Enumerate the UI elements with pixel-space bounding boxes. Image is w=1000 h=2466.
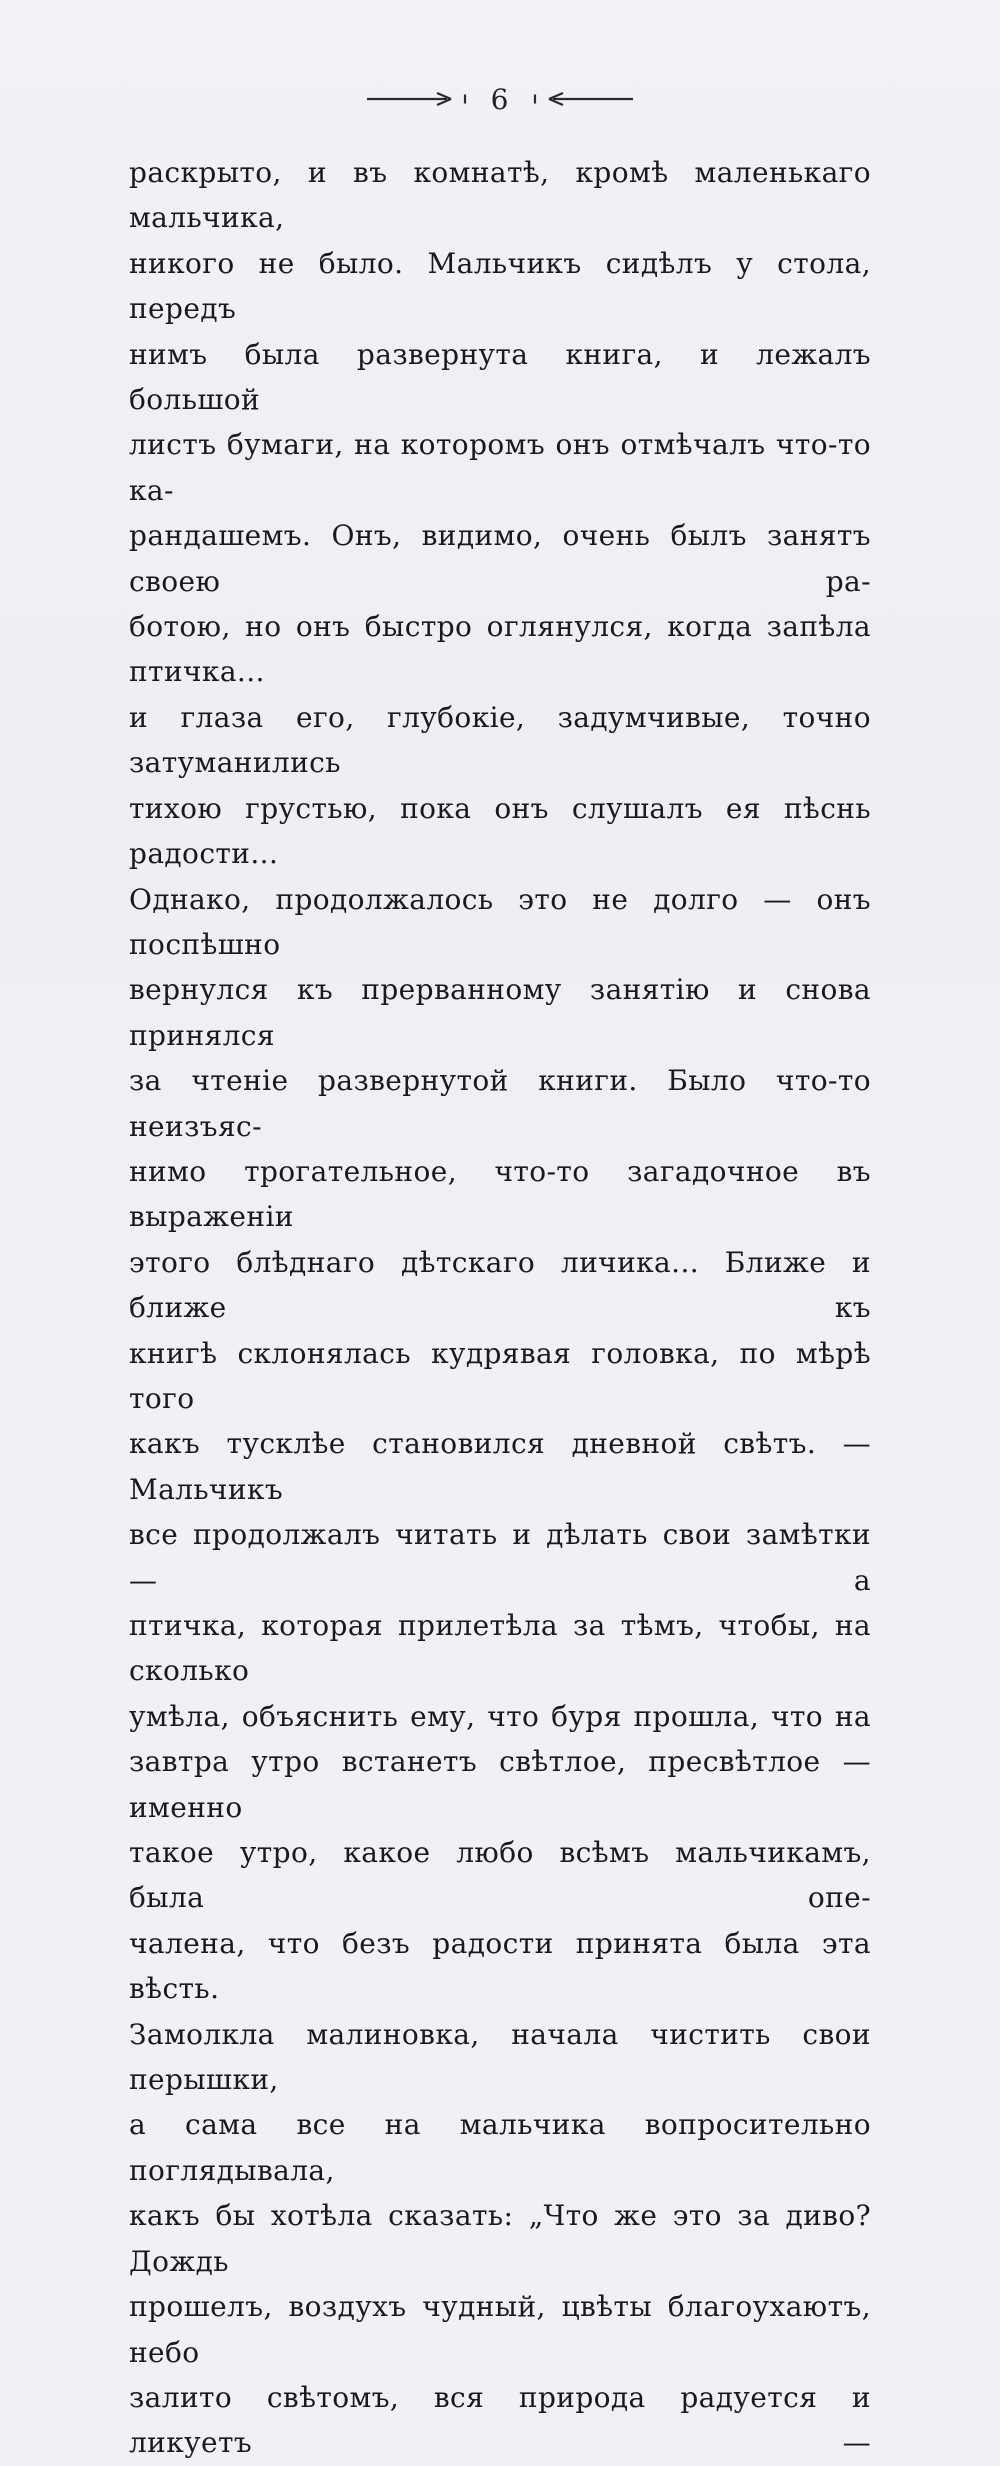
text-line: чалена, что безъ радости принята была эта вѣсть.	[129, 1926, 871, 2006]
text-line: нимъ была развернута книга, и лежалъ большой	[129, 337, 871, 417]
text-line: и глаза его, глубокіе, задумчивые, точно затуманились	[129, 700, 871, 780]
text-line: а сама все на мальчика вопросительно поглядывала,	[129, 2108, 871, 2187]
text-line: за чтеніе развернутой книги. Было что-то неизъяс-	[129, 1064, 871, 1143]
text-line: какъ бы хотѣла сказать: „Что же это за диво? Дождь	[129, 2199, 871, 2278]
text-line: листъ бумаги, на которомъ онъ отмѣчалъ что-то ка-	[129, 428, 871, 507]
text-line: Замолкла малиновка, начала чистить свои перышки,	[129, 2017, 871, 2097]
text-line: раскрыто, и въ комнатѣ, кромѣ маленькаго мальчика,	[129, 156, 871, 235]
text-line: какъ тусклѣе становился дневной свѣтъ. — Мальчикъ	[129, 1427, 871, 1506]
text-line: книгѣ склонялась кудрявая головка, по мѣрѣ того	[129, 1336, 871, 1415]
text-line: тихою грустью, пока онъ слушалъ ея пѣснь радости...	[129, 791, 871, 871]
text-line: вернулся къ прерванному занятію и снова принялся	[129, 973, 871, 1052]
text-line: этого блѣднаго дѣтскаго личика... Ближе и ближе къ	[129, 1245, 871, 1325]
text-line: умѣла, объяснить ему, что буря прошла, что на	[129, 1699, 871, 1733]
header-ornament-left-arrow-icon	[365, 90, 477, 108]
text-line: ботою, но онъ быстро оглянулся, когда запѣла птичка...	[129, 610, 871, 689]
header-ornament-right-arrow-icon	[523, 90, 635, 108]
text-line: никого не было. Мальчикъ сидѣлъ у стола, передъ	[129, 246, 871, 326]
text-line: залито свѣтомъ, вся природа радуется и ликуетъ —	[129, 2380, 871, 2460]
text-line: такое утро, какое любо всѣмъ мальчикамъ, была опе-	[129, 1836, 871, 1915]
page-number: 6	[490, 82, 510, 116]
body-text	[129, 150, 871, 2466]
page-header	[0, 0, 1000, 116]
text-line: Однако, продолжалось это не долго — онъ поспѣшно	[129, 882, 871, 961]
text-line: нимо трогательное, что-то загадочное въ выраженіи	[129, 1154, 871, 1234]
text-line: рандашемъ. Онъ, видимо, очень былъ занятъ своею ра-	[129, 519, 871, 598]
text-line: все продолжалъ читать и дѣлать свои замѣтки — а	[129, 1518, 871, 1597]
text-line: птичка, которая прилетѣла за тѣмъ, чтобы, на сколько	[129, 1609, 871, 1688]
text-line: завтра утро встанетъ свѣтлое, пресвѣтлое — именно	[129, 1745, 871, 1824]
text-line: прошелъ, воздухъ чудный, цвѣты благоухаютъ, небо	[129, 2290, 871, 2369]
